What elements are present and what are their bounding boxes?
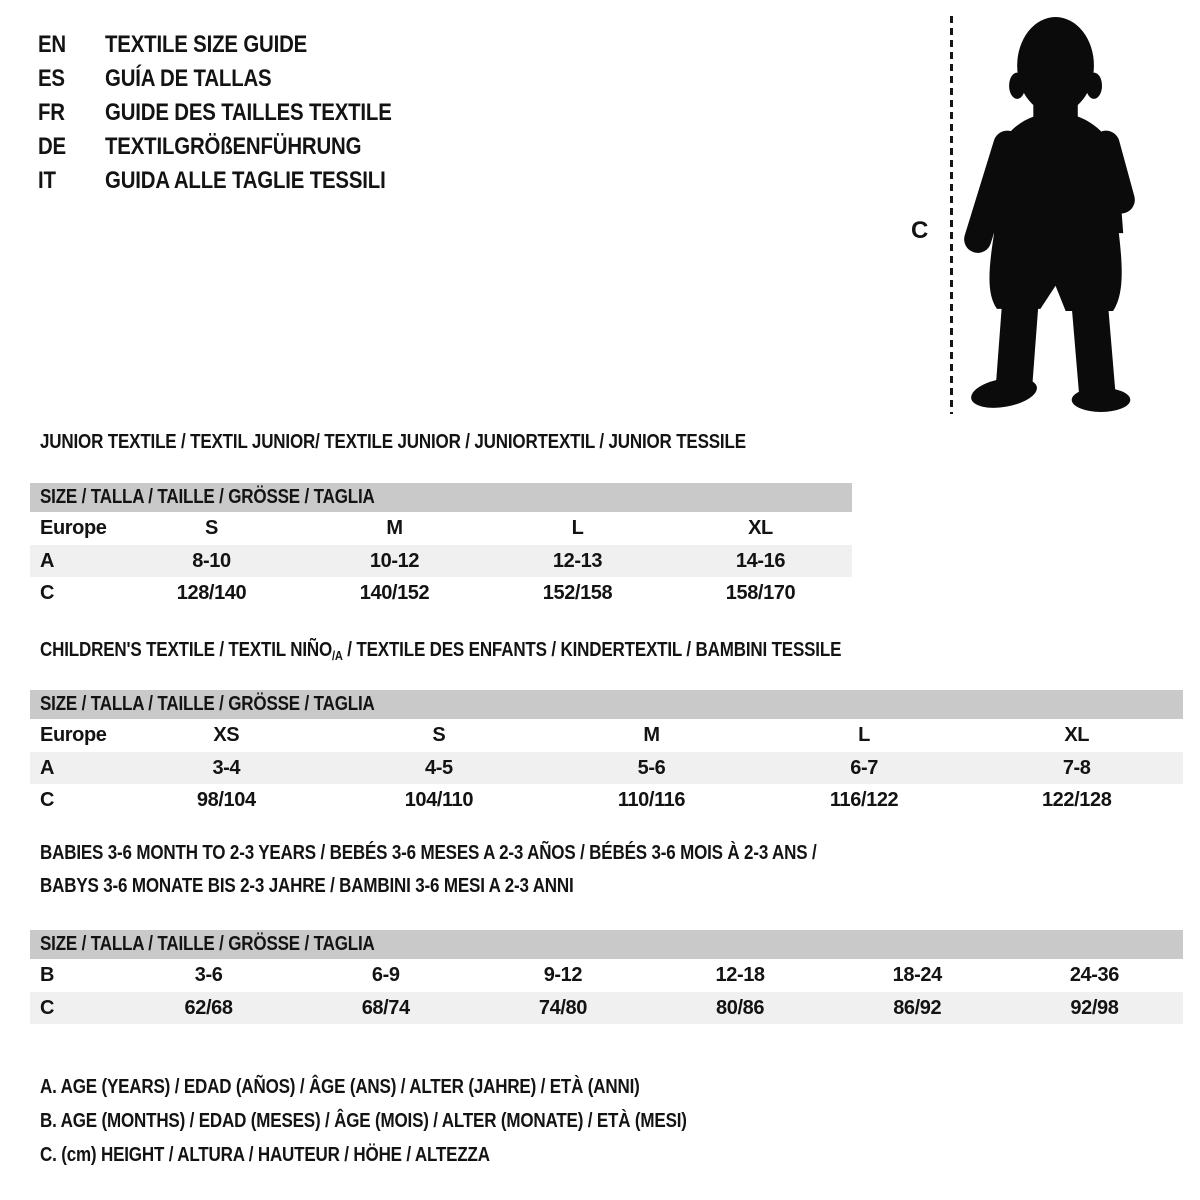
legend-line-c: C. (cm) HEIGHT / ALTURA / HAUTEUR / HÖHE / ALTEZZA	[40, 1144, 490, 1166]
row-label: A	[40, 549, 55, 572]
lang-title-fr: GUIDE DES TAILLES TEXTILE	[105, 99, 392, 126]
table-row: B 3-6 6-9 9-12 12-18 18-24 24-36	[30, 959, 1183, 992]
height-measure-dashed-line	[950, 16, 953, 414]
lang-row-es	[38, 62, 442, 96]
legend-line-a: A. AGE (YEARS) / EDAD (AÑOS) / ÂGE (ANS) / ALTER (JAHRE) / ETÀ (ANNI)	[40, 1076, 640, 1098]
children-size-table	[30, 690, 1183, 816]
junior-size-table	[30, 483, 852, 609]
language-title-list	[38, 28, 442, 198]
nino-a-subscript: /A	[332, 648, 343, 663]
table-row: A 8-10 10-12 12-13 14-16	[30, 545, 852, 577]
children-size-header-bar: SIZE / TALLA / TAILLE / GRÖSSE / TAGLIA	[30, 690, 1183, 719]
toddler-silhouette-icon	[962, 13, 1140, 417]
children-section-title: CHILDREN'S TEXTILE / TEXTIL $NIÑO_{/A}$ / TEXTILE DES ENFANTS / KINDERTEXTIL / BAMBINI TESSILE	[40, 639, 842, 663]
table-row: C 98/104 104/110 110/116 116/122 122/128	[30, 784, 1183, 816]
babies-section-title-line2: BABYS 3-6 MONATE BIS 2-3 JAHRE / BAMBINI 3-6 MESI A 2-3 ANNI	[40, 875, 574, 897]
lang-title-en: TEXTILE SIZE GUIDE	[105, 31, 308, 58]
junior-size-header-bar: SIZE / TALLA / TAILLE / GRÖSSE / TAGLIA	[30, 483, 852, 512]
lang-code-it: IT	[38, 167, 56, 194]
lang-row-it	[38, 164, 442, 198]
lang-row-de	[38, 130, 442, 164]
row-label: A	[40, 756, 55, 779]
lang-code-es: ES	[38, 65, 65, 92]
legend-line-b: B. AGE (MONTHS) / EDAD (MESES) / ÂGE (MOIS) / ALTER (MONATE) / ETÀ (MESI)	[40, 1110, 687, 1132]
height-measure-label: C	[911, 217, 929, 244]
table-row: Europe XS S M L XL	[30, 719, 1183, 752]
row-label: C	[40, 788, 55, 811]
lang-row-fr	[38, 96, 442, 130]
table-row: C 62/68 68/74 74/80 80/86 86/92 92/98	[30, 992, 1183, 1024]
lang-code-en: EN	[38, 31, 67, 58]
babies-section-title-line1: BABIES 3-6 MONTH TO 2-3 YEARS / BEBÉS 3-6 MESES A 2-3 AÑOS / BÉBÉS 3-6 MOIS À 2-3 ANS /	[40, 842, 817, 864]
lang-title-de: TEXTILGRÖßENFÜHRUNG	[105, 133, 362, 160]
lang-title-es: GUÍA DE TALLAS	[105, 65, 272, 92]
row-label: C	[40, 996, 55, 1019]
junior-section-title: JUNIOR TEXTILE / TEXTIL JUNIOR/ TEXTILE JUNIOR / JUNIORTEXTIL / JUNIOR TESSILE	[40, 431, 746, 453]
row-label: Europe	[40, 517, 107, 539]
babies-size-table	[30, 930, 1183, 1024]
row-label: B	[40, 964, 55, 986]
table-row: C 128/140 140/152 152/158 158/170	[30, 577, 852, 609]
lang-code-de: DE	[38, 133, 67, 160]
lang-row-en	[38, 28, 442, 62]
measurement-legend	[40, 1070, 801, 1172]
table-row: Europe S M L XL	[30, 512, 852, 545]
table-row: A 3-4 4-5 5-6 6-7 7-8	[30, 752, 1183, 784]
lang-code-fr: FR	[38, 99, 65, 126]
lang-title-it: GUIDA ALLE TAGLIE TESSILI	[105, 167, 386, 194]
row-label: Europe	[40, 724, 107, 746]
row-label: C	[40, 581, 55, 604]
babies-size-header-bar: SIZE / TALLA / TAILLE / GRÖSSE / TAGLIA	[30, 930, 1183, 959]
